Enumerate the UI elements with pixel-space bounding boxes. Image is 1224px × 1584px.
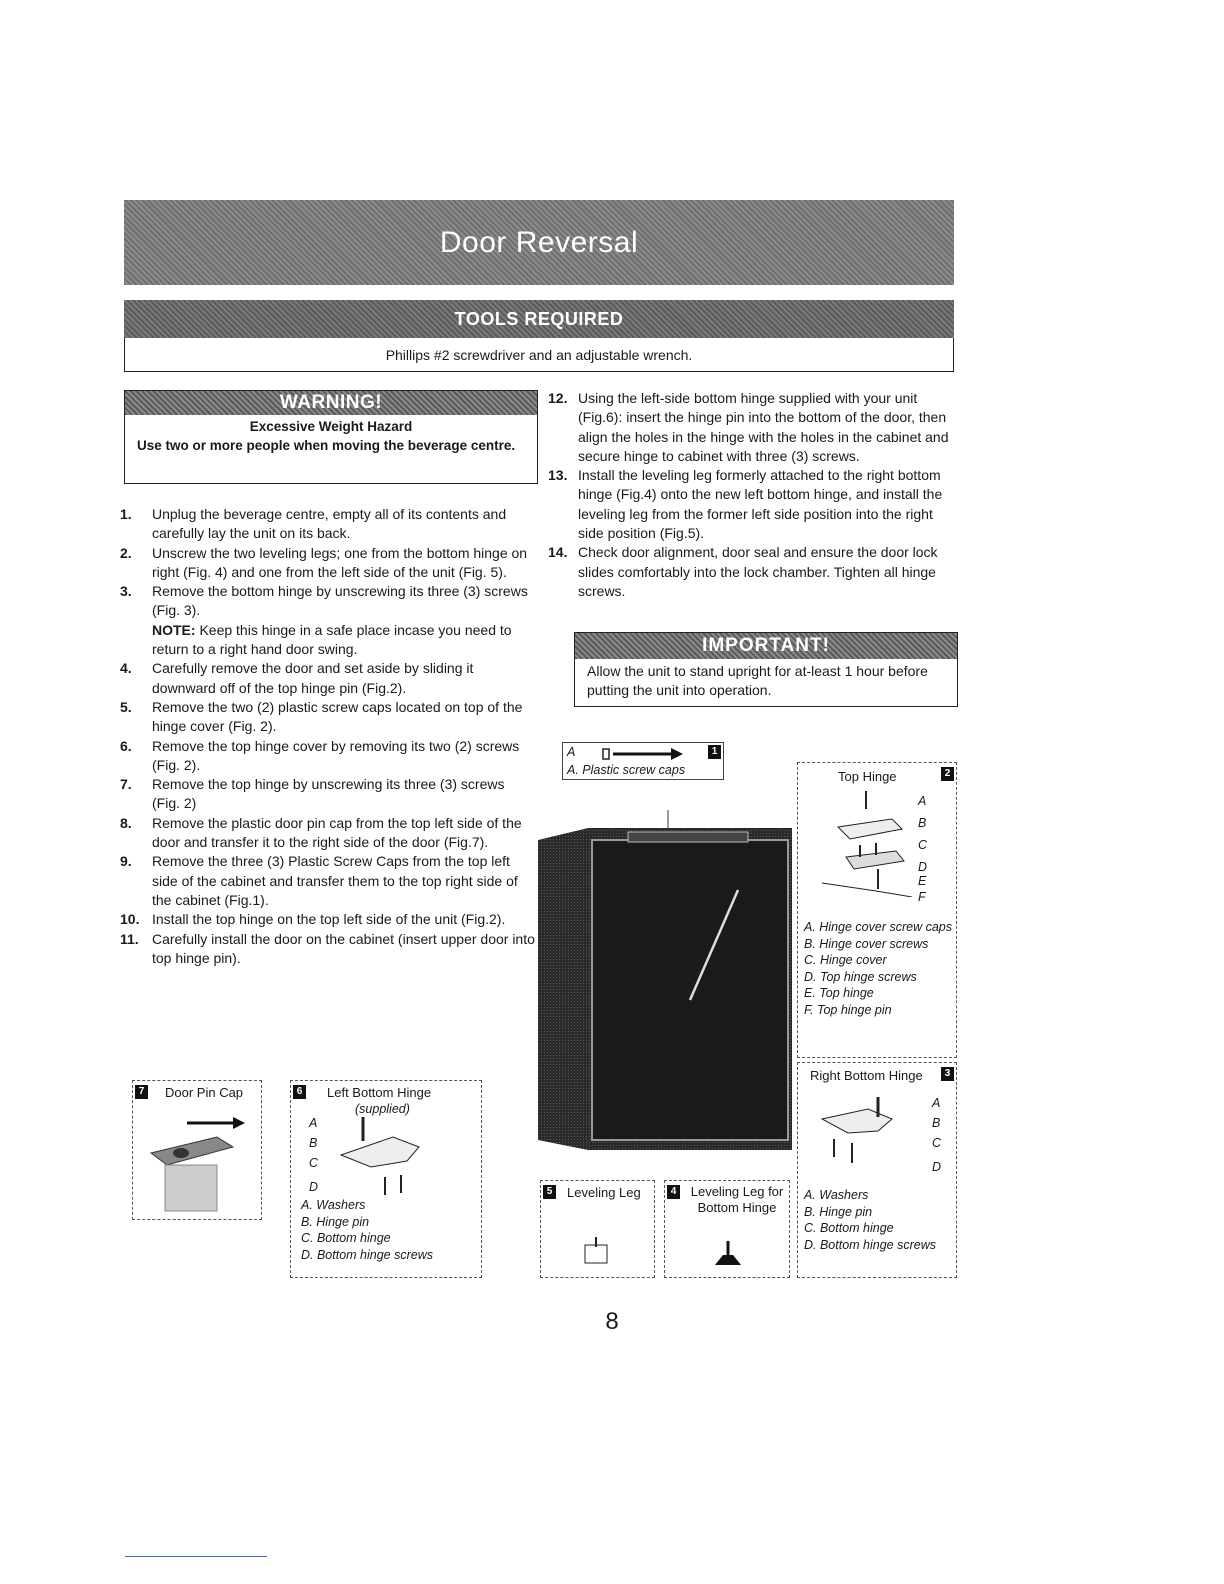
- steps-list-right: [548, 389, 958, 601]
- fig2-letter: A: [918, 794, 927, 808]
- arrow-icon: [599, 745, 689, 763]
- figure-6: [290, 1080, 482, 1278]
- figure-5: [540, 1180, 655, 1278]
- step-item: 8. Remove the plastic door pin cap from the top left side of the door and transfer it to the right side of the door (Fig.7).: [120, 814, 522, 851]
- important-header: [575, 633, 957, 659]
- tools-required-header: [124, 300, 954, 338]
- important-box: [574, 632, 958, 707]
- page-number: 8: [605, 1308, 619, 1335]
- title-banner: [124, 200, 954, 285]
- door-pin-cap-diagram: [137, 1107, 257, 1217]
- tools-required-text: Phillips #2 screwdriver and an adjustable wrench.: [124, 338, 954, 372]
- fig7-title: Door Pin Cap: [165, 1085, 244, 1100]
- tools-required-heading: TOOLS REQUIRED: [454, 308, 624, 329]
- leveling-leg-hinge-icon: [713, 1239, 743, 1269]
- fig3-letter: A: [932, 1096, 941, 1110]
- fig6-letter: A: [309, 1116, 318, 1130]
- figure-4: [664, 1180, 790, 1278]
- fig2-letter: B: [918, 816, 927, 830]
- fig3-letter: D: [932, 1160, 942, 1174]
- fig6-letter: B: [309, 1136, 318, 1150]
- fig4-badge: 4: [667, 1185, 680, 1199]
- footer-rule: [125, 1556, 267, 1557]
- fig6-letter: C: [309, 1156, 319, 1170]
- step-item: 7. Remove the top hinge by unscrewing its three (3) screws (Fig. 2): [120, 776, 505, 812]
- figure-3: [797, 1062, 957, 1278]
- fig6-letter: D: [309, 1180, 319, 1194]
- warning-subheading: Excessive Weight Hazard: [249, 419, 413, 434]
- top-hinge-diagram: [816, 787, 916, 897]
- fig1-letter: A: [567, 745, 576, 759]
- right-bottom-hinge-diagram: [812, 1091, 922, 1171]
- step-item: 3. Remove the bottom hinge by unscrewing its three (3) screws (Fig. 3). NOTE: Keep this hinge in a safe place incase you need to return to a right hand door swing.: [120, 583, 528, 658]
- fig6-subtitle: (supplied): [355, 1102, 410, 1116]
- step-item: 1. Unplug the beverage centre, empty all of its contents and carefully lay the unit on its back.: [120, 506, 507, 542]
- figure-2: [797, 762, 957, 1058]
- fig2-letter: D: [918, 860, 928, 874]
- fig4-title: Leveling Leg for Bottom Hinge: [690, 1184, 784, 1215]
- step-item: 6. Remove the top hinge cover by removing its two (2) screws (Fig. 2).: [120, 737, 520, 773]
- fig2-letter: C: [918, 838, 928, 852]
- important-heading: IMPORTANT!: [702, 635, 830, 656]
- page-title: Door Reversal: [439, 225, 639, 259]
- step-item: 2. Unscrew the two leveling legs; one from the bottom hinge on right (Fig. 4) and one from the left side of the unit (Fig. 5).: [120, 544, 528, 580]
- fig6-title: Left Bottom Hinge: [327, 1085, 432, 1100]
- step-item: 5. Remove the two (2) plastic screw caps located on top of the hinge cover (Fig. 2).: [120, 698, 523, 735]
- beverage-centre-illustration: [538, 800, 792, 1160]
- note-text: Keep this hinge in a safe place incase you need to return to a right hand door swing.: [152, 621, 512, 658]
- fig3-legend: A. Washers B. Hinge pin C. Bottom hinge D. Bottom hinge screws: [804, 1188, 936, 1252]
- fig2-title: Top Hinge: [838, 769, 897, 784]
- fig6-badge: 6: [293, 1085, 306, 1099]
- step-item: 13. Install the leveling leg formerly attached to the right bottom hinge (Fig.4) onto the new left bottom hinge, and install the leveling leg from the former left side position into the right side position (Fig.5).: [548, 467, 943, 542]
- step-item: 4. Carefully remove the door and set aside by sliding it downward off of the top hinge pin (Fig.2).: [120, 660, 474, 696]
- steps-list-left: [120, 505, 536, 968]
- warning-header: [125, 391, 537, 415]
- step-item: 14. Check door alignment, door seal and ensure the door lock slides comfortably into the lock chamber. Tighten all hinge screws.: [548, 544, 938, 599]
- figure-7: [132, 1080, 262, 1220]
- leveling-leg-icon: [581, 1237, 611, 1267]
- warning-text: Use two or more people when moving the beverage centre.: [137, 438, 516, 453]
- step-item: 11. Carefully install the door on the cabinet (insert upper door into top hinge pin).: [120, 930, 535, 966]
- warning-box: [124, 390, 538, 484]
- fig2-badge: 2: [941, 767, 954, 781]
- fig5-title: Leveling Leg: [567, 1185, 641, 1200]
- fig1-caption: A. Plastic screw caps: [567, 763, 686, 777]
- fig2-legend: A. Hinge cover screw caps B. Hinge cover screws C. Hinge cover D. Top hinge screws E. Top hinge F. Top hinge pin: [804, 920, 952, 1017]
- fig2-letter: F: [918, 890, 926, 904]
- fig3-letter: B: [932, 1116, 941, 1130]
- fig2-letter: E: [918, 874, 927, 888]
- important-text: Allow the unit to stand upright for at-least 1 hour before putting the unit into operation.: [587, 663, 928, 698]
- figure-1: [562, 742, 724, 780]
- step-item: 9. Remove the three (3) Plastic Screw Caps from the top left side of the cabinet and transfer them to the top right side of the cabinet (Fig.1).: [120, 853, 518, 908]
- fig3-letter: C: [932, 1136, 942, 1150]
- fig3-badge: 3: [941, 1067, 954, 1081]
- note-label: NOTE:: [152, 621, 196, 638]
- step-item: 10. Install the top hinge on the top left side of the unit (Fig.2).: [120, 911, 506, 928]
- step-item: 12. Using the left-side bottom hinge supplied with your unit (Fig.6): insert the hinge pin into the bottom of the door, then align the holes in the hinge with the holes in the cabinet and secure hinge to cabinet with three (3) screws.: [548, 390, 949, 464]
- warning-heading: WARNING!: [279, 392, 383, 413]
- fig6-legend: A. Washers B. Hinge pin C. Bottom hinge D. Bottom hinge screws: [301, 1198, 433, 1262]
- fig5-badge: 5: [543, 1185, 556, 1199]
- fig3-title: Right Bottom Hinge: [810, 1068, 923, 1083]
- left-bottom-hinge-diagram: [327, 1115, 447, 1205]
- fig1-badge: 1: [708, 745, 721, 759]
- fig7-badge: 7: [135, 1085, 148, 1099]
